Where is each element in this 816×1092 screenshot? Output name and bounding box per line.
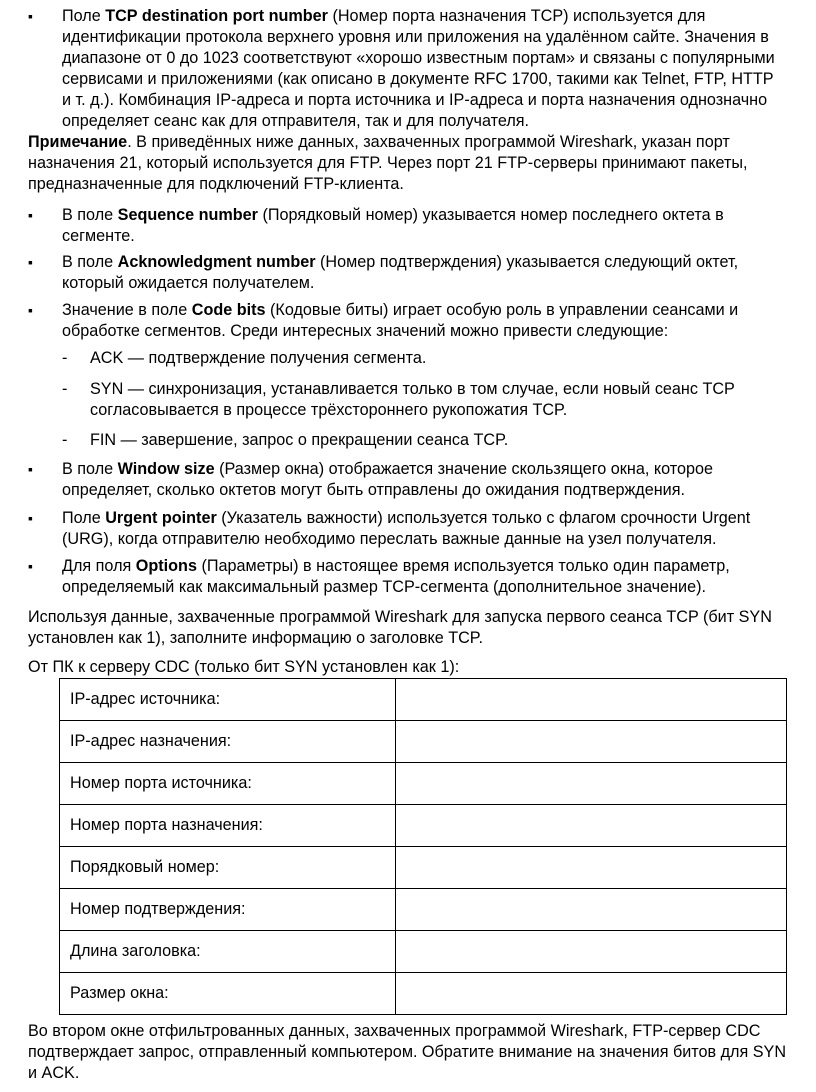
dash-marker: - <box>62 349 68 367</box>
table-row <box>60 721 787 763</box>
term-destination-port: TCP destination port number <box>105 7 328 25</box>
row-label: IP-адрес источника: <box>60 679 396 721</box>
code-bit-syn: SYN — синхронизация, устанавливается только в том случае, если новый сеанс TCP согласовывается в процессе трёхстороннего рукопожатия TCP. <box>90 380 735 419</box>
term-urgent-pointer: Urgent pointer <box>105 509 217 527</box>
row-label: Порядковый номер: <box>60 847 396 889</box>
term-options: Options <box>135 557 197 575</box>
instruction-paragraph: Используя данные, захваченные программой Wireshark для запуска первого сеанса TCP (бит SYN установлен как 1), заполните информацию о заголовке TCP. <box>28 608 772 647</box>
answer-cell[interactable] <box>396 973 787 1015</box>
note-paragraph: Примечание. В приведённых ниже данных, захваченных программой Wireshark, указан порт назначения 21, который используется для FTP. Через порт 21 FTP-серверы принимают пакеты, предназначенные для подключений FTP-клиента. <box>28 133 748 193</box>
tcp-header-table <box>59 678 787 1015</box>
row-label: Номер порта назначения: <box>60 805 396 847</box>
term-code-bits: Code bits <box>191 301 266 319</box>
answer-cell[interactable] <box>396 721 787 763</box>
table-row <box>60 931 787 973</box>
answer-cell[interactable] <box>396 763 787 805</box>
bullet-marker: ▪ <box>28 302 33 318</box>
answer-cell[interactable] <box>396 847 787 889</box>
code-bit-fin: FIN — завершение, запрос о прекращении сеанса TCP. <box>90 431 509 449</box>
bullet-options: Для поля Options (Параметры) в настоящее время используется только один параметр, определяемый как максимальный размер TCP-сегмента (дополнительное значение). <box>62 557 730 596</box>
bullet-code-bits: Значение в поле Code bits (Кодовые биты) играет особую роль в управлении сеансами и обработке сегментов. Среди интересных значений можно привести следующие: <box>62 301 739 340</box>
answer-cell[interactable] <box>396 679 787 721</box>
bullet-marker: ▪ <box>28 8 33 24</box>
row-label: IP-адрес назначения: <box>60 721 396 763</box>
table-row <box>60 679 787 721</box>
bullet-window-size: В поле Window size (Размер окна) отображается значение скользящего окна, которое определяет, сколько октетов могут быть отправлены до ожидания подтверждения. <box>62 460 713 499</box>
bullet-marker: ▪ <box>28 558 33 574</box>
term-sequence-number: Sequence number <box>117 206 258 224</box>
table-row <box>60 805 787 847</box>
answer-cell[interactable] <box>396 931 787 973</box>
bullet-sequence-number: В поле Sequence number (Порядковый номер) указывается номер последнего октета в сегменте. <box>62 206 724 245</box>
note-label: Примечание <box>28 133 128 151</box>
answer-cell[interactable] <box>396 805 787 847</box>
bullet-acknowledgment-number: В поле Acknowledgment number (Номер подтверждения) указывается следующий октет, который ожидается получателем. <box>62 253 739 292</box>
table-row <box>60 763 787 805</box>
row-label: Длина заголовка: <box>60 931 396 973</box>
bullet-marker: ▪ <box>28 510 33 526</box>
answer-cell[interactable] <box>396 889 787 931</box>
row-label: Номер порта источника: <box>60 763 396 805</box>
bullet-marker: ▪ <box>28 461 33 477</box>
code-bit-ack: ACK — подтверждение получения сегмента. <box>90 349 427 367</box>
table-row <box>60 847 787 889</box>
table-row <box>60 973 787 1015</box>
bullet-urgent-pointer: Поле Urgent pointer (Указатель важности) используется только с флагом срочности Urgent (URG), когда отправителю необходимо переслать важные данные на узел получателя. <box>62 509 751 548</box>
bullet-marker: ▪ <box>28 207 33 223</box>
row-label: Номер подтверждения: <box>60 889 396 931</box>
footer-paragraph: Во втором окне отфильтрованных данных, захваченных программой Wireshark, FTP-сервер CDC подтверждает запрос, отправленный компьютером. Обратите внимание на значения битов для SYN и ACK. <box>28 1022 787 1082</box>
dash-marker: - <box>62 431 68 449</box>
term-window-size: Window size <box>117 460 215 478</box>
bullet-destination-port: Поле TCP destination port number (Номер порта назначения TCP) используется для идентификации протокола верхнего уровня или приложения на удалённом сайте. Значения в диапазоне от 0 до 1023 соответствуют «хорошо известным портам» и связаны с популярными сервисами и приложениями (как описано в документе RFC 1700, такими как Telnet, FTP, HTTP и т. д.). Комбинация IP-адреса и порта источника и IP-адреса и порта назначения однозначно определяет сеанс как для отправителя, так и для получателя. <box>62 7 775 130</box>
row-label: Размер окна: <box>60 973 396 1015</box>
table-caption: От ПК к серверу CDC (только бит SYN установлен как 1): <box>28 658 460 676</box>
dash-marker: - <box>62 380 68 398</box>
table-row <box>60 889 787 931</box>
bullet-marker: ▪ <box>28 254 33 270</box>
term-acknowledgment-number: Acknowledgment number <box>117 253 316 271</box>
